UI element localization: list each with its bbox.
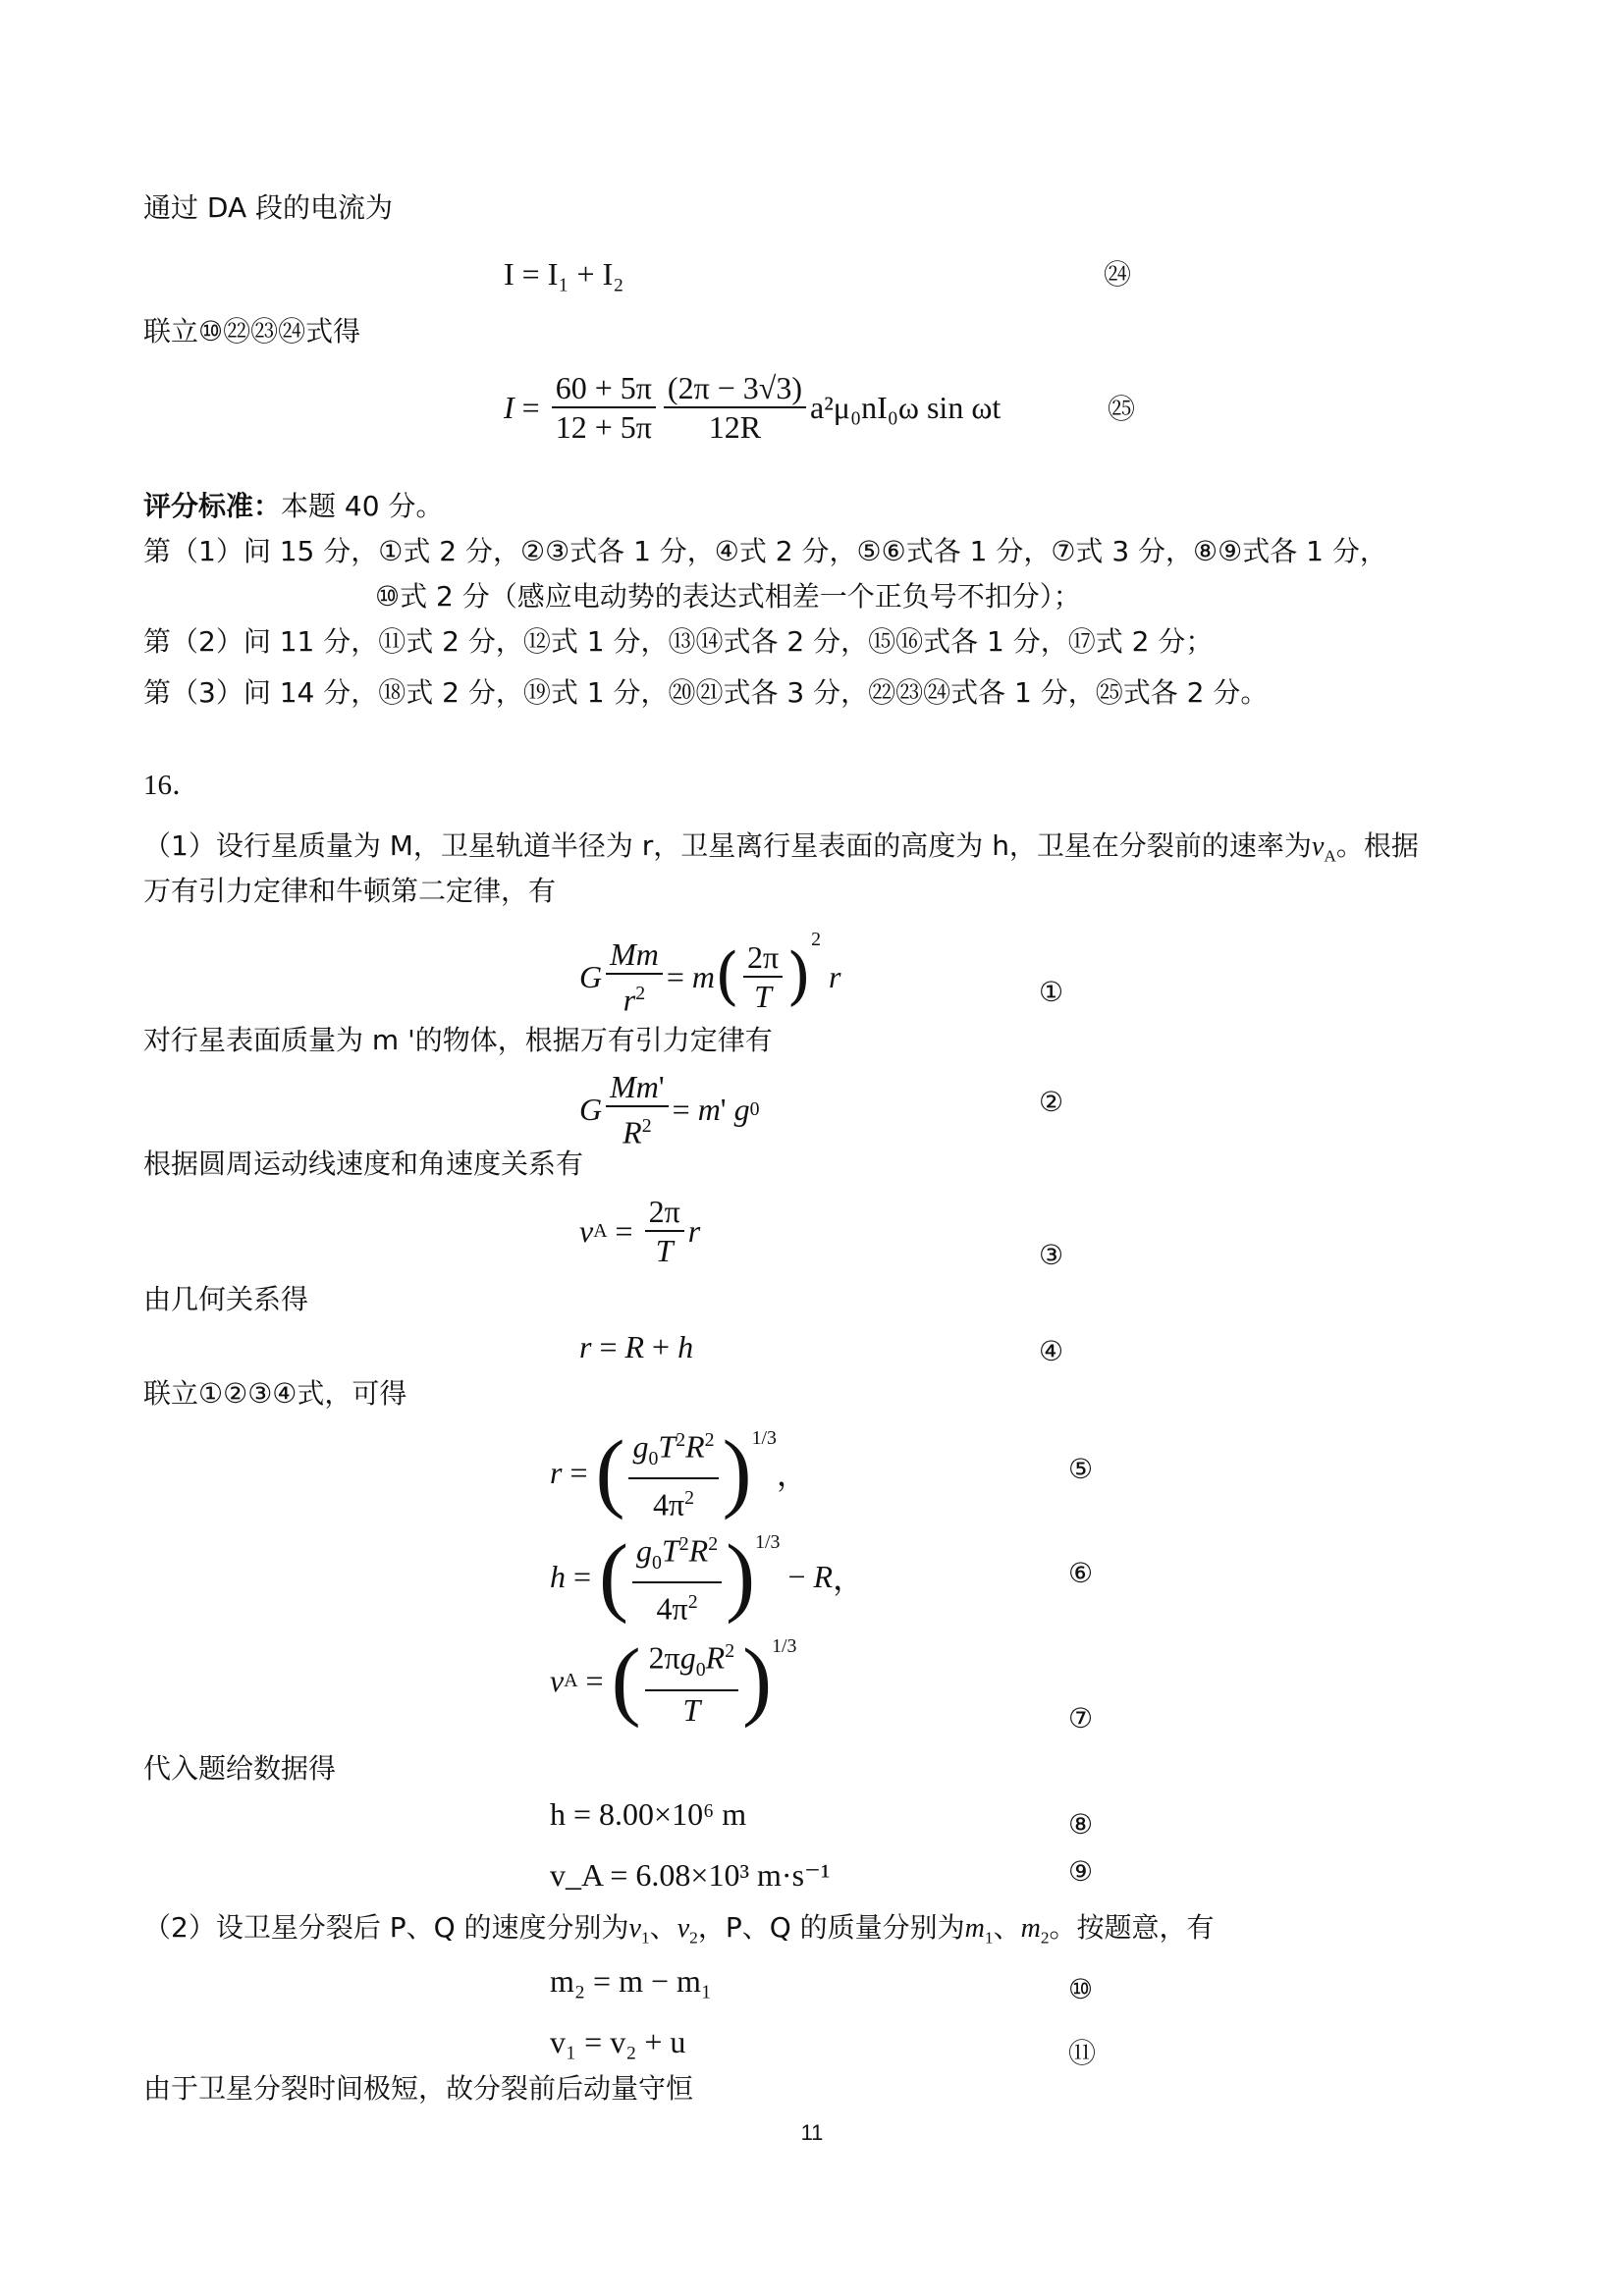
equation-number: ②	[1039, 1086, 1064, 1118]
page-number: 11	[800, 2120, 824, 2145]
equation-number: ⑪	[1068, 2037, 1097, 2069]
equation-10: m₂ = m − m₁	[550, 1962, 713, 1999]
equation-1: G $\frac{Mm}{r^2}$ = m ( $\frac{2\pi}{T}$ ) $^2$ r	[579, 929, 841, 1018]
text-line: 由于卫星分裂时间极短，故分裂前后动量守恒	[143, 2072, 694, 2105]
equation-number: ⑦	[1068, 1702, 1094, 1735]
equation-2: G $\frac{Mm'}{R^2}$ = m ' g 0	[579, 1068, 760, 1150]
equation-number: ㉕	[1108, 393, 1136, 425]
text-line: 根据圆周运动线速度和角速度关系有	[143, 1148, 584, 1180]
equation-8: h = 8.00×10⁶ m	[550, 1795, 747, 1832]
scoring-line: 评分标准：本题 40 分。	[143, 490, 444, 522]
equation-number: ④	[1039, 1335, 1064, 1367]
scoring-line: ⑩式 2 分（感应电动势的表达式相差一个正负号不扣分）；	[375, 580, 1081, 613]
equation-number: ③	[1039, 1239, 1064, 1271]
equation-9: v_A = 6.08×10³ m·s⁻¹	[550, 1857, 831, 1893]
text-line: 联立⑩㉒㉓㉔式得	[143, 315, 361, 347]
equation-6: h = ( $\frac{g_0T^2R^2}{4\pi^2}$ ) $^{1/3}$ − R ，	[550, 1527, 865, 1627]
equation-4: r = R + h	[579, 1328, 694, 1364]
text-line: 对行星表面质量为 m '的物体，根据万有引力定律有	[143, 1024, 773, 1056]
text-line: 联立①②③④式，可得	[143, 1377, 407, 1410]
equation-number: ①	[1039, 976, 1064, 1008]
equation-number: ⑨	[1068, 1855, 1094, 1888]
text-line: （2）设卫星分裂后 P、Q 的速度分别为$v_1$、$v_2$，P、Q 的质量分别为$m_1$、$m_2$。按题意，有	[143, 1911, 1215, 1948]
equation-24: I = I₁ + I₂	[504, 255, 624, 292]
text-line: 代入题给数据得	[143, 1752, 337, 1785]
scoring-line: 第（3）问 14 分，⑱式 2 分，⑲式 1 分，⑳㉑式各 3 分，㉒㉓㉔式各 1 分，㉕式各 2 分。	[143, 676, 1269, 709]
equation-number: ⑧	[1068, 1808, 1094, 1841]
equation-number: ㉔	[1104, 258, 1132, 291]
equation-number: ⑩	[1068, 1973, 1094, 2005]
text-line: 万有引力定律和牛顿第二定律，有	[143, 875, 557, 907]
equation-number: ⑥	[1068, 1557, 1094, 1589]
text-line: 通过 DA 段的电流为	[143, 191, 394, 224]
equation-7: v A = ( $\frac{2\pi g_0R^2}{T}$ ) $^{1/3}$	[550, 1631, 797, 1729]
text-line: （1）设行星质量为 M，卫星轨道半径为 r，卫星离行星表面的高度为 h，卫星在分裂前的速率为$v_A$。根据	[143, 829, 1419, 866]
equation-3: v A = $\frac{2\pi}{T}$ r	[579, 1194, 701, 1268]
equation-11: v₁ = v₂ + u	[550, 2023, 686, 2059]
scoring-line: 第（1）问 15 分，①式 2 分，②③式各 1 分，④式 2 分，⑤⑥式各 1 分，⑦式 3 分，⑧⑨式各 1 分，	[143, 535, 1387, 567]
equation-number: ⑤	[1068, 1453, 1094, 1485]
scoring-line: 第（2）问 11 分，⑪式 2 分，⑫式 1 分，⑬⑭式各 2 分，⑮⑯式各 1 分，⑰式 2 分；	[143, 625, 1214, 658]
equation-5: r = ( $\frac{g_0T^2R^2}{4\pi^2}$ ) $^{1/3}$ ，	[550, 1423, 808, 1522]
text-line: 由几何关系得	[143, 1283, 309, 1315]
equation-25: I = $\frac{60 + 5\pi}{12 + 5\pi}$ $\frac{(2\pi - 3√3)}{12R}$ a²μ₀nI₀ω sin ωt	[504, 370, 1001, 445]
question-number: 16．	[143, 770, 201, 801]
